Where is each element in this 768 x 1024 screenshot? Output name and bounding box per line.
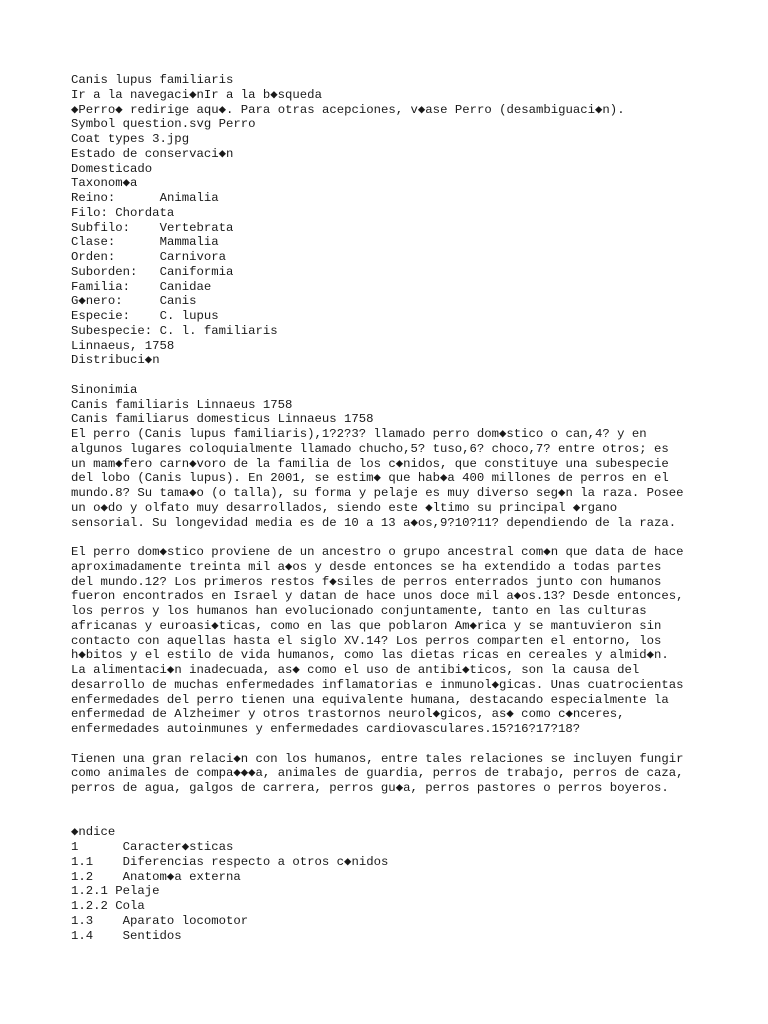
paragraph-line: africanas y euroasi◆ticas, como en las que poblaron Am◆rica y se mantuvieron sin bbox=[71, 618, 662, 633]
paragraph-line: como animales de compa◆◆◆a, animales de guardia, perros de trabajo, perros de caza, bbox=[71, 766, 684, 781]
page-title: Canis lupus familiaris bbox=[71, 73, 234, 87]
distribution-label: Distribuci◆n bbox=[71, 353, 160, 368]
taxonomy-value: Chordata bbox=[115, 205, 175, 220]
taxonomy-row bbox=[71, 280, 761, 295]
synonym-item: Canis familiarus domesticus Linnaeus 1758 bbox=[71, 412, 374, 427]
spacer bbox=[71, 530, 761, 545]
intro-paragraph bbox=[71, 427, 761, 530]
paragraph-line: enfermedad de Alzheimer y otros trastornos neurol◆gicos, as◆ como c◆nceres, bbox=[71, 707, 625, 722]
taxonomy-value: Mammalia bbox=[159, 235, 219, 250]
paragraph-line: un mam◆fero carn◆voro de la familia de los c◆nidos, que constituye una subespecie bbox=[71, 456, 669, 471]
toc-title[interactable]: Aparato locomotor bbox=[122, 913, 249, 928]
taxonomy-rank: Subespecie: bbox=[71, 323, 160, 338]
toc-item[interactable] bbox=[71, 914, 761, 929]
toc-number: 1.2.2 bbox=[71, 899, 116, 913]
toc-item[interactable] bbox=[71, 855, 761, 870]
taxonomy-row bbox=[71, 221, 761, 236]
paragraph-line: perros de agua, galgos de carrera, perros gu◆a, perros pastores o perros boyeros. bbox=[71, 781, 669, 795]
taxonomy-row bbox=[71, 235, 761, 250]
toc-title[interactable]: Sentidos bbox=[122, 928, 182, 943]
redirect-note: ◆Perro◆ redirige aqu◆. Para otras acepciones, v◆ase Perro (desambiguaci◆n). bbox=[71, 102, 625, 117]
taxonomy-value: C. l. familiaris bbox=[159, 323, 278, 338]
taxonomy-rank: G◆nero: bbox=[71, 294, 160, 309]
taxonomy-row bbox=[71, 250, 761, 265]
paragraph-line: los perros y los humanos han evolucionado conjuntamente, tanto en las culturas bbox=[71, 604, 647, 618]
taxonomy-value: C. lupus bbox=[159, 309, 219, 323]
toc-title[interactable]: Caracter◆sticas bbox=[122, 840, 234, 854]
paragraph-line: mundo.8? Su tama◆o (o talla), su forma y pelaje es muy diverso seg◆n la raza. Posee bbox=[71, 486, 684, 500]
table-of-contents bbox=[71, 825, 761, 943]
taxonomy-value: Animalia bbox=[159, 191, 219, 205]
paragraph-line: La alimentaci◆n inadecuada, as◆ como el uso de antibi◆ticos, son la causa del bbox=[71, 663, 640, 677]
taxonomy-value: Canis bbox=[159, 294, 197, 309]
paragraph-line: El perro dom◆stico proviene de un ancestro o grupo ancestral com◆n que data de hace bbox=[71, 545, 684, 559]
synonymy-label: Sinonimia bbox=[71, 382, 138, 397]
history-paragraph bbox=[71, 545, 761, 737]
toc-item[interactable] bbox=[71, 840, 761, 855]
toc-item[interactable] bbox=[71, 870, 761, 885]
taxonomy-value: Vertebrata bbox=[159, 220, 234, 235]
paragraph-line: fueron encontrados en Israel y datan de hace unos doce mil a◆os.13? Desde entonces, bbox=[71, 589, 684, 604]
toc-title[interactable]: Cola bbox=[115, 899, 145, 913]
taxonomy-label: Taxonom◆a bbox=[71, 176, 138, 191]
spacer bbox=[71, 796, 761, 811]
taxonomy-rank: Especie: bbox=[71, 309, 160, 323]
toc-item[interactable] bbox=[71, 929, 761, 944]
toc-number: 1.2.1 bbox=[71, 884, 116, 899]
toc-number: 1.1 bbox=[71, 854, 123, 869]
taxonomy-row bbox=[71, 324, 761, 339]
taxonomy-rank: Suborden: bbox=[71, 264, 160, 279]
taxonomy-row bbox=[71, 206, 761, 221]
spacer bbox=[71, 811, 761, 826]
toc-title[interactable]: Anatom◆a externa bbox=[122, 869, 241, 884]
taxonomy-rank: Subfilo: bbox=[71, 220, 160, 235]
synonym-item: Canis familiaris Linnaeus 1758 bbox=[71, 397, 293, 412]
relations-paragraph bbox=[71, 752, 761, 796]
authority: Linnaeus, 1758 bbox=[71, 338, 175, 353]
toc-label: ◆ndice bbox=[71, 825, 116, 840]
paragraph-line: enfermedades autoinmunes y enfermedades cardiovasculares.15?16?17?18? bbox=[71, 722, 581, 736]
taxonomy-rank: Familia: bbox=[71, 279, 160, 294]
conservation-value: Domesticado bbox=[71, 161, 153, 176]
toc-number: 1.4 bbox=[71, 928, 123, 943]
paragraph-line: aproximadamente treinta mil a◆os y desde entonces se ha extendido a todas partes bbox=[71, 559, 662, 574]
spacer bbox=[71, 368, 761, 383]
paragraph-line: El perro (Canis lupus familiaris),1?2?3? llamado perro dom◆stico o can,4? y en bbox=[71, 427, 647, 441]
paragraph-line: desarrollo de muchas enfermedades inflamatorias e inmunol◆gicas. Unas cuatrocientas bbox=[71, 677, 684, 692]
taxonomy-row bbox=[71, 294, 761, 309]
taxonomy-rank: Filo: bbox=[71, 205, 116, 220]
taxonomy-value: Carnivora bbox=[159, 250, 226, 264]
toc-number: 1 bbox=[71, 840, 123, 854]
taxonomy-row bbox=[71, 265, 761, 280]
image-caption: Coat types 3.jpg bbox=[71, 132, 190, 146]
paragraph-line: del lobo (Canis lupus). En 2001, se estim◆ que hab◆a 400 millones de perros en el bbox=[71, 471, 669, 486]
taxonomy-rank: Clase: bbox=[71, 235, 160, 250]
paragraph-line: enfermedades del perro tienen una equivalente humana, destacando especialmente la bbox=[71, 692, 669, 707]
paragraph-line: del mundo.12? Los primeros restos f◆siles de perros enterrados junto con humanos bbox=[71, 574, 662, 589]
toc-item[interactable] bbox=[71, 899, 761, 914]
document-page bbox=[71, 73, 761, 943]
toc-number: 1.2 bbox=[71, 869, 123, 884]
toc-title[interactable]: Diferencias respecto a otros c◆nidos bbox=[122, 854, 389, 869]
toc-number: 1.3 bbox=[71, 913, 123, 928]
taxonomy-table bbox=[71, 191, 761, 339]
paragraph-line: un o◆do y olfato muy desarrollados, siendo este ◆ltimo su principal ◆rgano bbox=[71, 500, 618, 515]
taxonomy-rank: Reino: bbox=[71, 191, 160, 205]
taxonomy-value: Caniformia bbox=[159, 264, 234, 279]
taxonomy-row bbox=[71, 191, 761, 206]
paragraph-line: algunos lugares coloquialmente llamado chucho,5? tuso,6? choco,7? entre otros; es bbox=[71, 441, 669, 456]
taxonomy-row bbox=[71, 309, 761, 324]
taxonomy-value: Canidae bbox=[159, 279, 212, 294]
paragraph-line: Tienen una gran relaci◆n con los humanos, entre tales relaciones se incluyen fungir bbox=[71, 751, 684, 766]
navigation-links: Ir a la navegaci◆nIr a la b◆squeda bbox=[71, 87, 322, 102]
symbol-caption: Symbol question.svg Perro bbox=[71, 117, 256, 132]
taxonomy-rank: Orden: bbox=[71, 250, 160, 264]
paragraph-line: sensorial. Su longevidad media es de 10 a 13 a◆os,9?10?11? dependiendo de la raza. bbox=[71, 515, 677, 530]
toc-title[interactable]: Pelaje bbox=[115, 884, 160, 899]
toc-item[interactable] bbox=[71, 884, 761, 899]
paragraph-line: contacto con aquellas hasta el siglo XV.14? Los perros comparten el entorno, los bbox=[71, 633, 662, 648]
spacer bbox=[71, 737, 761, 752]
paragraph-line: h◆bitos y el estilo de vida humanos, como las dietas ricas en cereales y almid◆n. bbox=[71, 648, 669, 663]
conservation-label: Estado de conservaci◆n bbox=[71, 146, 234, 161]
